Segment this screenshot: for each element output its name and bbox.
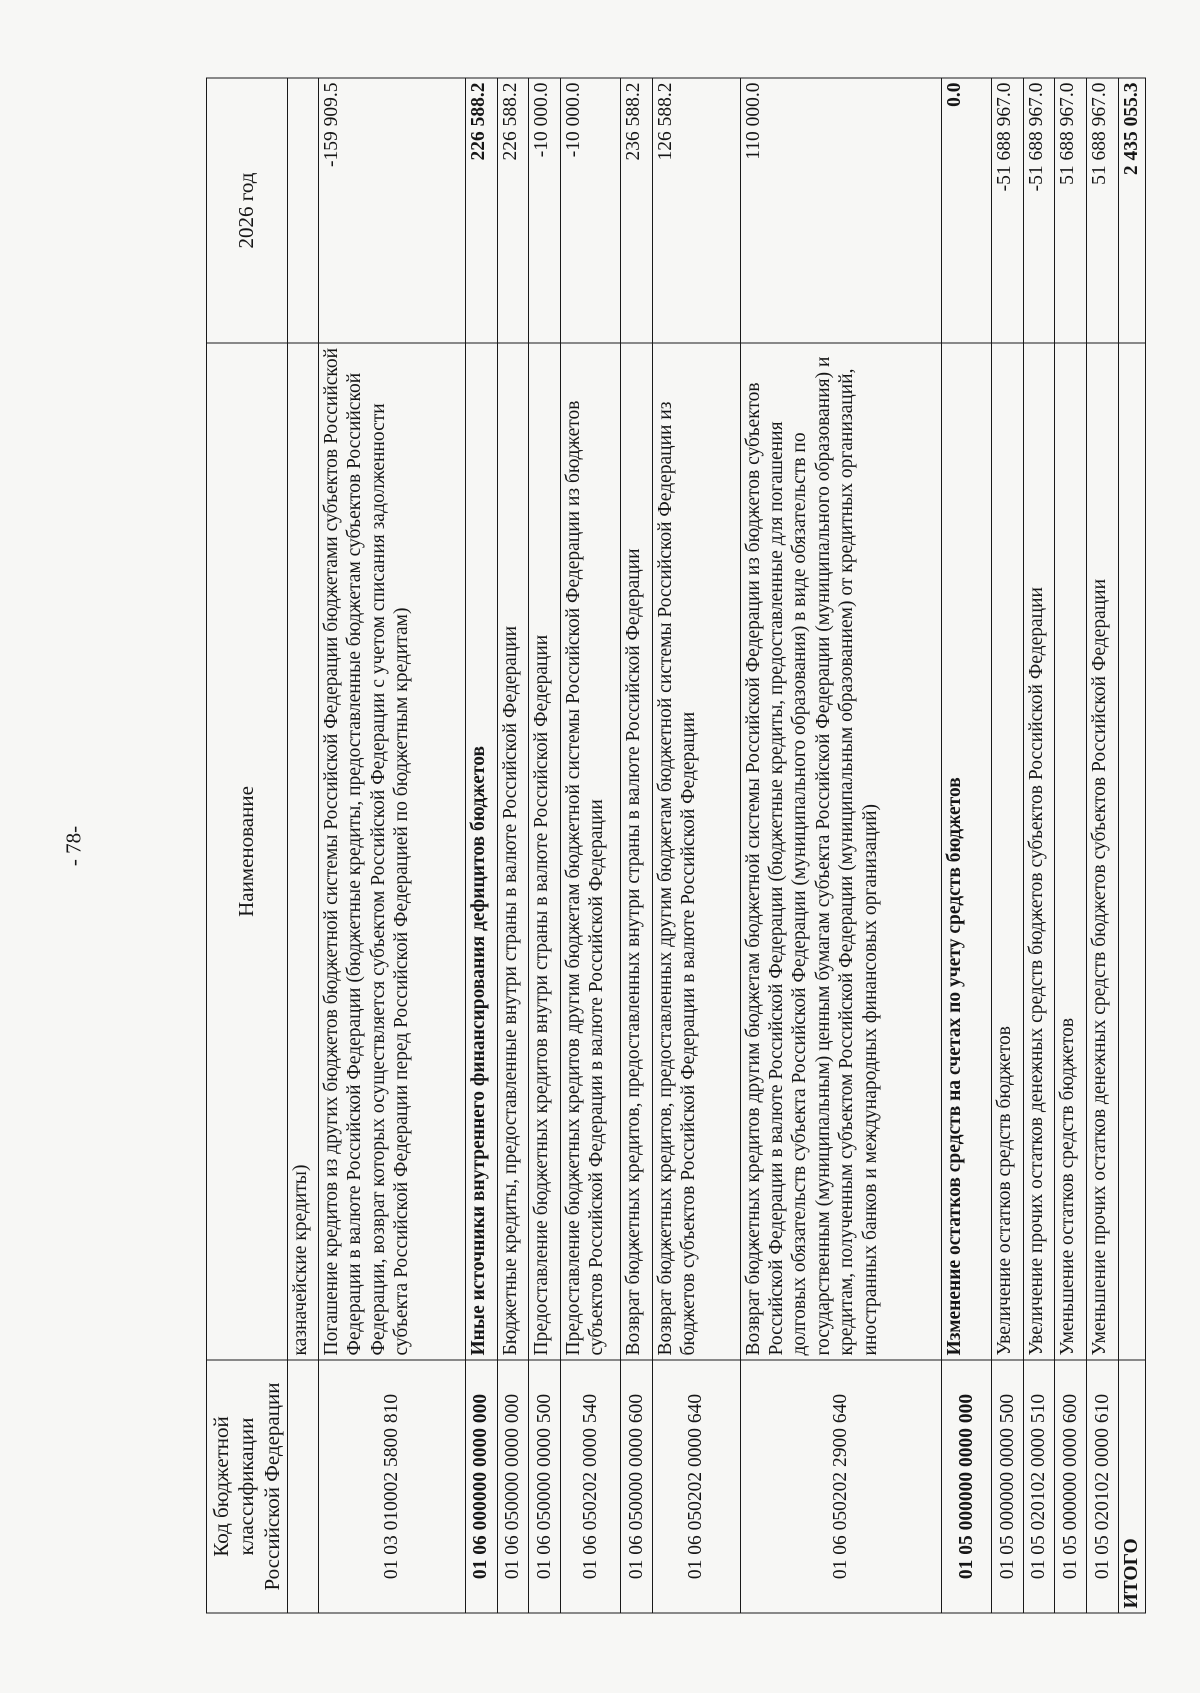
row-value: -51 688 967.0 xyxy=(992,78,1024,343)
table-body xyxy=(288,78,1119,1613)
row-value: 226 588.2 xyxy=(497,78,529,343)
row-name: Увеличение прочих остатков денежных средств бюджетов субъектов Российской Федерации xyxy=(1023,343,1055,1360)
row-value: -159 909.5 xyxy=(319,78,466,343)
table-row xyxy=(992,78,1024,1613)
total-empty-cell xyxy=(1119,343,1146,1360)
budget-sources-table xyxy=(206,78,1146,1614)
table-row xyxy=(288,78,319,1613)
row-value: 51 688 967.0 xyxy=(1055,78,1087,343)
row-value: -10 000.0 xyxy=(560,78,620,343)
row-value xyxy=(288,78,319,343)
row-code: 01 06 050000 0000 000 xyxy=(497,1360,529,1613)
total-row xyxy=(1119,78,1146,1613)
table-row xyxy=(319,78,466,1613)
row-name: Возврат бюджетных кредитов, предоставленных другим бюджетам бюджетной системы Российской Федерации из бюджетов субъектов Российской Федерации в валюте Российской Федерации xyxy=(652,343,740,1360)
table-row xyxy=(1087,78,1119,1613)
table-row xyxy=(1055,78,1087,1613)
rotated-page-content xyxy=(206,79,1146,1614)
header-year: 2026 год xyxy=(207,78,288,343)
table-row xyxy=(529,78,561,1613)
row-value: 226 588.2 xyxy=(465,78,497,343)
page-number: - 78- xyxy=(61,825,86,867)
table-row xyxy=(560,78,620,1613)
row-name: Иные источники внутреннего финансирования дефицитов бюджетов xyxy=(465,343,497,1360)
row-name: казначейские кредиты) xyxy=(288,343,319,1360)
table-row xyxy=(1023,78,1055,1613)
table-row xyxy=(941,78,992,1613)
row-name: Возврат бюджетных кредитов другим бюджетам бюджетной системы Российской Федерации из бюджетов субъектов Российской Федерации в валюте Российской Федерации (бюджетные кредиты, предоставленные для погашения долговых обязательств субъекта Российской Федерации (муниципального образования) в виде обязательств по государственным (муниципальным) ценным бумагам субъекта Российской Федерации (муниципального образования) и кредитам, полученным субъектом Российской Федерации (муниципальным образованием) от кредитных организаций, иностранных банков и международных финансовых организаций) xyxy=(740,343,941,1360)
table-row xyxy=(740,78,941,1613)
table-row xyxy=(620,78,652,1613)
row-name: Уменьшение прочих остатков денежных средств бюджетов субъектов Российской Федерации xyxy=(1087,343,1119,1360)
row-code: 01 06 050202 0000 540 xyxy=(560,1360,620,1613)
table-row xyxy=(497,78,529,1613)
row-name: Увеличение остатков средств бюджетов xyxy=(992,343,1024,1360)
row-code: 01 06 000000 0000 000 xyxy=(465,1360,497,1613)
row-value: 126 588.2 xyxy=(652,78,740,343)
header-code: Код бюджетной классификации Российской Федерации xyxy=(207,1360,288,1613)
row-code: 01 06 050202 2900 640 xyxy=(740,1360,941,1613)
row-value: -10 000.0 xyxy=(529,78,561,343)
table-row xyxy=(465,78,497,1613)
row-code: 01 05 000000 0000 000 xyxy=(941,1360,992,1613)
row-name: Погашение кредитов из других бюджетов бюджетной системы Российской Федерации бюджетами субъектов Российской Федерации в валюте Российской Федерации (бюджетные кредиты, предоставленные бюджетам субъектов Российской Федерации, возврат которых осуществляется субъектом Российской Федерации с учетом списания задолженности субъекта Российской Федерации перед Российской Федерацией по бюджетным кредитам) xyxy=(319,343,466,1360)
row-value: 0.0 xyxy=(941,78,992,343)
row-name: Предоставление бюджетных кредитов другим бюджетам бюджетной системы Российской Федерации из бюджетов субъектов Российской Федерации в валюте Российской Федерации xyxy=(560,343,620,1360)
row-value: 236 588.2 xyxy=(620,78,652,343)
table-row xyxy=(652,78,740,1613)
row-value: -51 688 967.0 xyxy=(1023,78,1055,343)
row-value: 51 688 967.0 xyxy=(1087,78,1119,343)
row-name: Уменьшение остатков средств бюджетов xyxy=(1055,343,1087,1360)
total-label: ИТОГО xyxy=(1119,1360,1146,1613)
row-code: 01 03 010002 5800 810 xyxy=(319,1360,466,1613)
row-name: Возврат бюджетных кредитов, предоставленных внутри страны в валюте Российской Федерации xyxy=(620,343,652,1360)
header-name: Наименование xyxy=(207,343,288,1360)
row-code: 01 06 050000 0000 600 xyxy=(620,1360,652,1613)
row-code: 01 05 000000 0000 500 xyxy=(992,1360,1024,1613)
total-value: 2 435 055.3 xyxy=(1119,78,1146,343)
row-code: 01 05 020102 0000 510 xyxy=(1023,1360,1055,1613)
row-value: 110 000.0 xyxy=(740,78,941,343)
row-code: 01 06 050000 0000 500 xyxy=(529,1360,561,1613)
row-code: 01 05 000000 0000 600 xyxy=(1055,1360,1087,1613)
row-code: 01 06 050202 0000 640 xyxy=(652,1360,740,1613)
row-code: 01 05 020102 0000 610 xyxy=(1087,1360,1119,1613)
row-name: Изменение остатков средств на счетах по учету средств бюджетов xyxy=(941,343,992,1360)
row-name: Бюджетные кредиты, предоставленные внутри страны в валюте Российской Федерации xyxy=(497,343,529,1360)
row-code xyxy=(288,1360,319,1613)
table-header-row xyxy=(207,78,288,1613)
row-name: Предоставление бюджетных кредитов внутри страны в валюте Российской Федерации xyxy=(529,343,561,1360)
